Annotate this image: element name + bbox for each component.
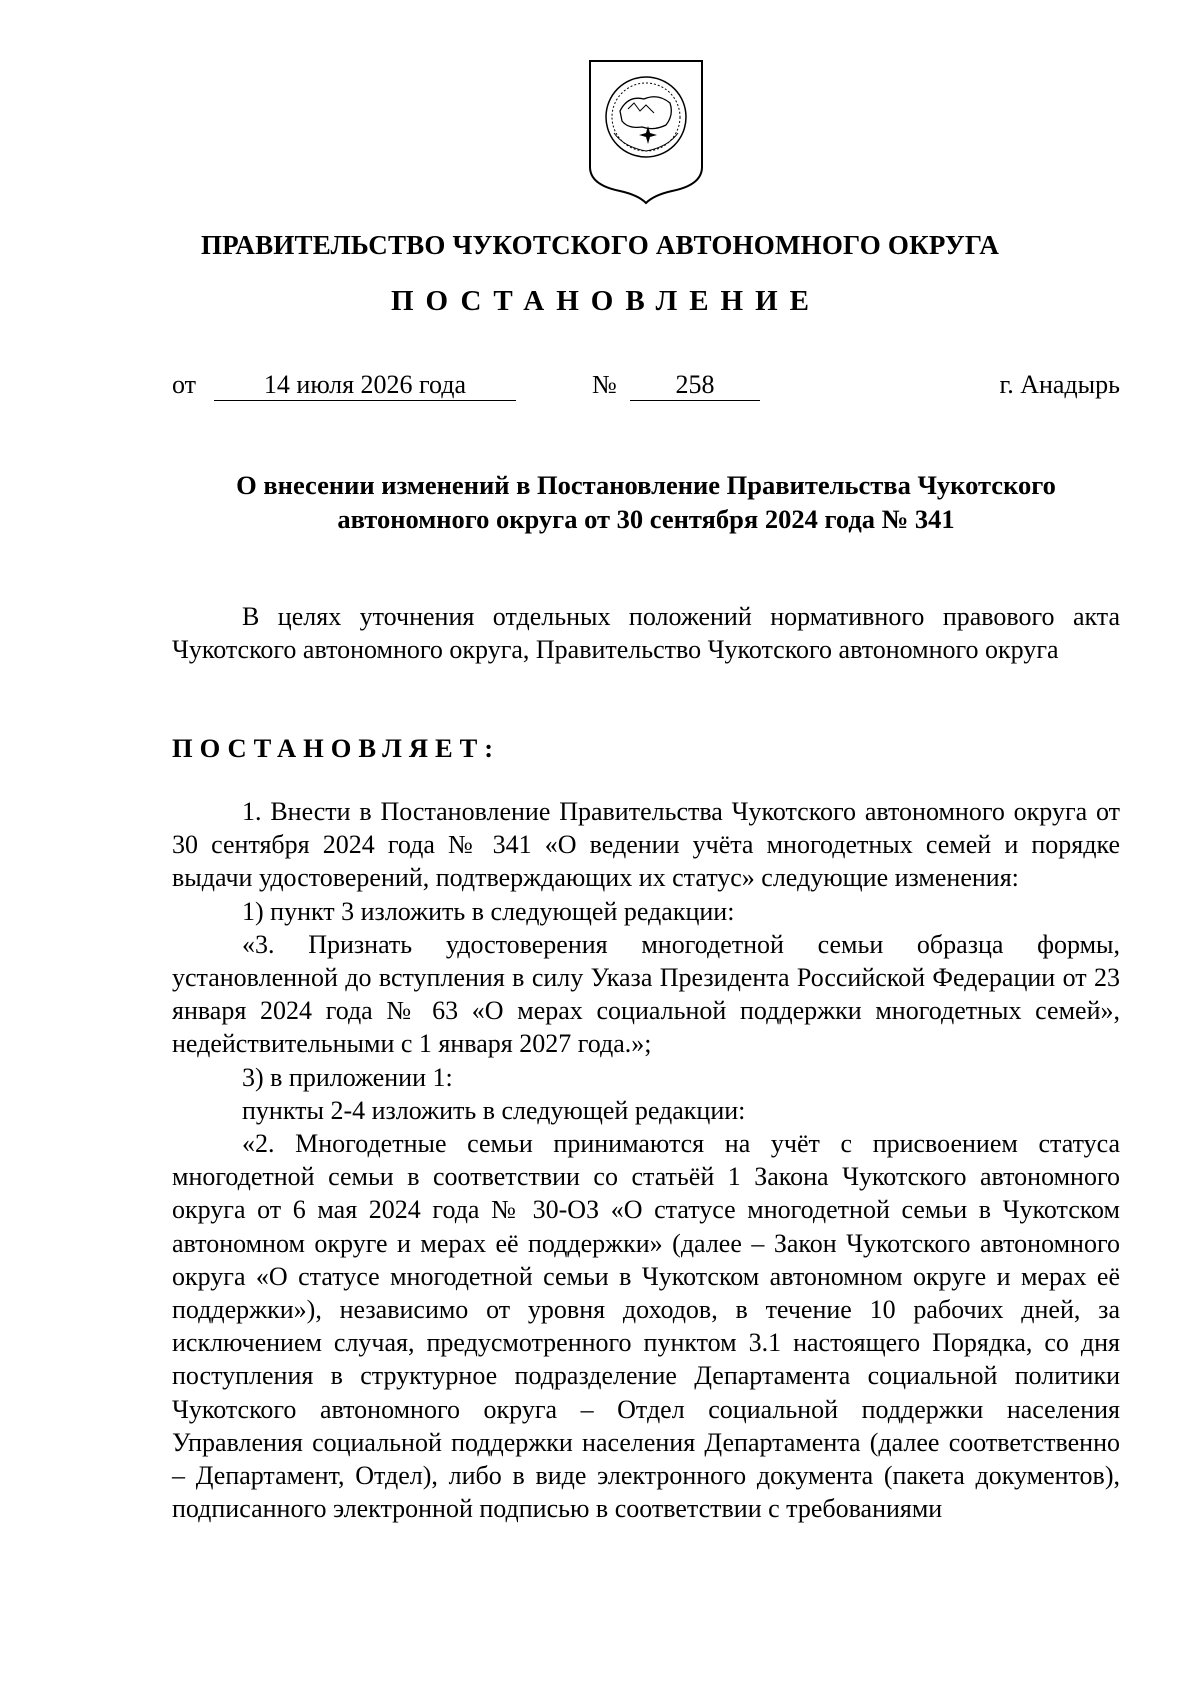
body-paragraph-6: «2. Многодетные семьи принимаются на учёт с присвоением статуса многодетной семьи в соответствии со статьёй 1 Закона Чукотского автономного округа от 6 мая 2024 года № 30-ОЗ «О статусе многодетной семьи в Чукотском автономном округе и мерах её поддержки» (далее – Закон Чукотского автономного округа «О статусе многодетной семьи в Чукотском автономном округе и мерах её поддержки»), независимо от уровня доходов, в течение 10 рабочих дней, за исключением случая, предусмотренного пунктом 3.1 настоящего Порядка, со дня поступления в структурное подразделение Департамента социальной политики Чукотского автономного округа – Отдел социальной поддержки населения Управления социальной поддержки населения Департамента (далее соответственно – Департамент, Отдел), либо в виде электронного документа (пакета документов), подписанного электронной подписью в соответствии с требованиями	[172, 1129, 1120, 1524]
document-number: 258	[630, 370, 760, 401]
body-paragraph-1: 1. Внести в Постановление Правительства Чукотского автономного округа от 30 сентября 2024 года № 341 «О ведении учёта многодетных семей и порядке выдачи удостоверений, подтверждающих их статус» следующие изменения:	[172, 797, 1120, 893]
number-sign-label: №	[592, 370, 617, 399]
document-place: г. Анадырь	[999, 370, 1120, 399]
intro-paragraph: В целях уточнения отдельных положений нормативного правового акта Чукотского автономного округа, Правительство Чукотского автономного округа	[172, 602, 1120, 665]
document-meta-row	[172, 370, 1120, 406]
body-paragraph-2: 1) пункт 3 изложить в следующей редакции:	[242, 896, 735, 926]
document-type-title: ПОСТАНОВЛЕНИЕ	[390, 285, 821, 317]
body-paragraph-5: пункты 2-4 изложить в следующей редакции:	[242, 1095, 746, 1125]
decree-word: ПОСТАНОВЛЯЕТ:	[172, 733, 501, 763]
date-prefix-label: от	[172, 370, 197, 399]
body-paragraph-4: 3) в приложении 1:	[242, 1062, 453, 1092]
document-body	[172, 795, 1120, 1525]
coat-of-arms-icon	[584, 55, 708, 205]
heading-line-2: автономного округа от 30 сентября 2024 года № 341	[337, 504, 955, 534]
document-date: 14 июля 2026 года	[214, 370, 516, 401]
document-heading	[172, 468, 1120, 536]
government-title: ПРАВИТЕЛЬСТВО ЧУКОТСКОГО АВТОНОМНОГО ОКРУГА	[200, 230, 1000, 260]
heading-line-1: О внесении изменений в Постановление Правительства Чукотского	[236, 470, 1056, 500]
body-paragraph-3: «3. Признать удостоверения многодетной семьи образца формы, установленной до вступления в силу Указа Президента Российской Федерации от 23 января 2024 года № 63 «О мерах социальной поддержки многодетных семей», недействительными с 1 января 2027 года.»;	[172, 929, 1120, 1059]
